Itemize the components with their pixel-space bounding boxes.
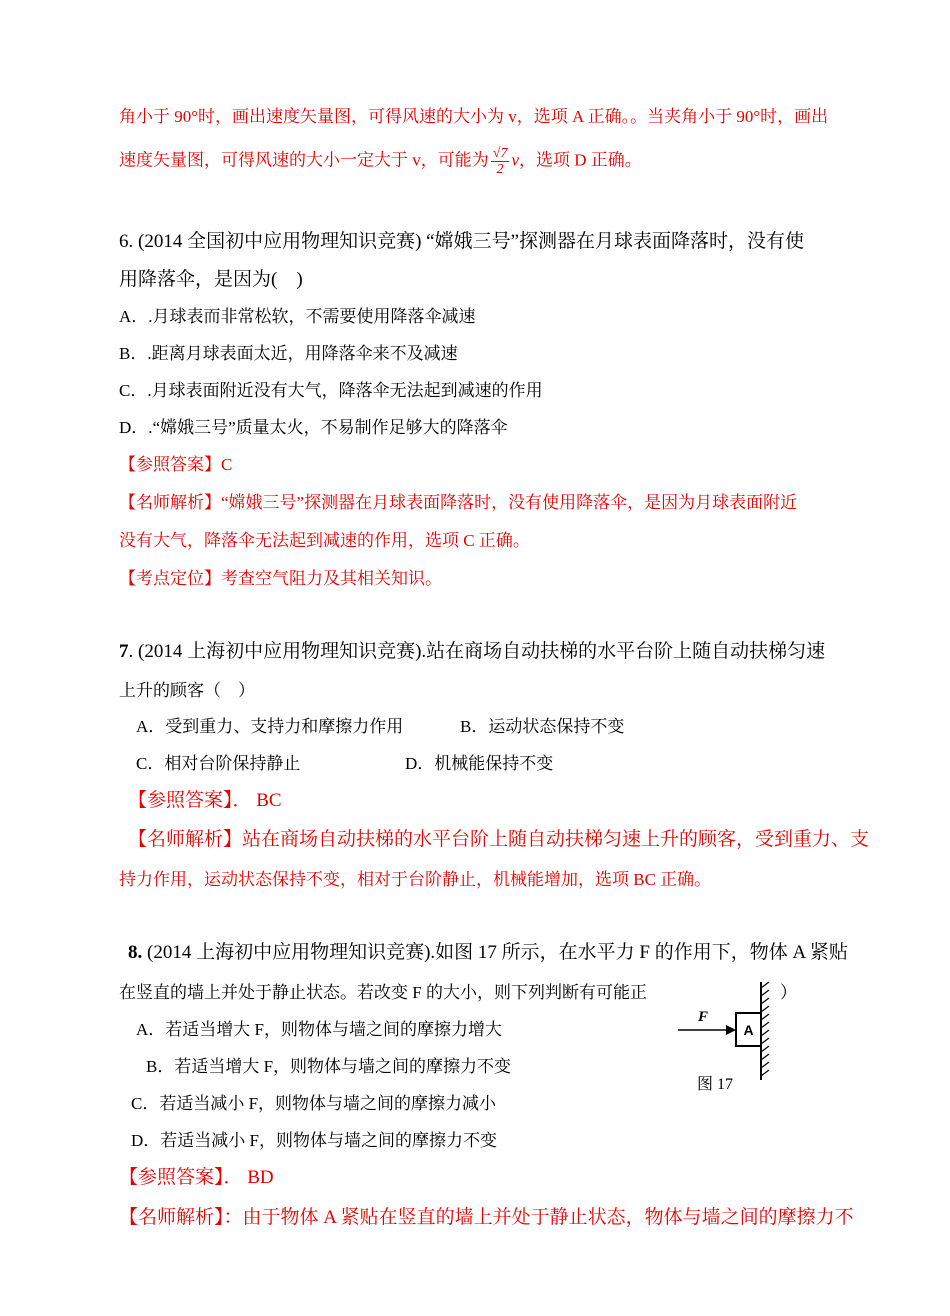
- q8-answer: 【参照答案】． BD: [119, 1167, 274, 1188]
- q8-stem-line-1: [128, 942, 848, 964]
- force-arrow-head: [726, 1025, 736, 1035]
- q7-option-b: B．运动状态保持不变: [460, 717, 625, 736]
- q7-answer: 【参照答案】． BC: [128, 790, 282, 811]
- block-label: A: [743, 1022, 754, 1038]
- q6-analysis-line-2: 没有大气，降落伞无法起到减速的作用，选项 C 正确。: [119, 531, 530, 550]
- q8-option-a: A．若适当增大 F，则物体与墙之间的摩擦力增大: [136, 1020, 502, 1039]
- prev-analysis-line-2: [119, 146, 642, 177]
- q7-option-c: C．相对台阶保持静止: [136, 754, 301, 773]
- q6-answer: 【参照答案】C: [119, 455, 233, 474]
- q8-stem-line-2: 在竖直的墙上并处于静止状态。若改变 F 的大小，则下列判断有可能正: [119, 983, 647, 1002]
- q8-option-c: C．若适当减小 F，则物体与墙之间的摩擦力减小: [131, 1094, 497, 1113]
- fraction-denominator: 2: [496, 162, 504, 177]
- q8-analysis-line-1: 【名师解析】：由于物体 A 紧贴在竖直的墙上并处于静止状态，物体与墙之间的摩擦力不: [119, 1207, 854, 1228]
- sqrt-fraction: $\frac{√7}{2}$: [492, 146, 508, 177]
- q7-stem-line-2: 上升的顾客（ ）: [119, 681, 255, 700]
- q6-analysis-line-1: 【名师解析】“嫦娥三号”探测器在月球表面降落时，没有使用降落伞，是因为月球表面附近: [119, 493, 798, 512]
- q7-option-a: A．受到重力、支持力和摩擦力作用: [136, 717, 404, 736]
- q6-option-b: B．.距离月球表面太近，用降落伞来不及减速: [119, 344, 458, 363]
- q7-number: 7: [119, 641, 129, 662]
- q8-option-d: D．若适当减小 F，则物体与墙之间的摩擦力不变: [131, 1131, 497, 1150]
- q6-option-a: A．.月球表而非常松软，不需要使用降落伞减速: [119, 307, 476, 326]
- q8-option-b: B．若适当增大 F，则物体与墙之间的摩擦力不变: [146, 1057, 512, 1076]
- q8-stem-line-1-text: (2014 上海初中应用物理知识竞赛).如图 17 所示，在水平力 F 的作用下，物体 A 紧贴: [142, 942, 848, 963]
- q7-stem-line-1-text: . (2014 上海初中应用物理知识竞赛).站在商场自动扶梯的水平台阶上随自动扶梯匀速: [128, 641, 826, 662]
- figure-caption: 图 17: [697, 1076, 734, 1093]
- prev-analysis-line-2-text: 速度矢量图，可得风速的大小一定大于 v，可能为: [119, 150, 489, 170]
- q6-stem-line-2: 用降落伞，是因为( ): [119, 269, 303, 290]
- q6-option-c: C．.月球表面附近没有大气，降落伞无法起到减速的作用: [119, 381, 543, 400]
- prev-analysis-line-2-end: ，选项 D 正确。: [518, 150, 642, 170]
- q7-analysis-line-1: 【名师解析】站在商场自动扶梯的水平台阶上随自动扶梯匀速上升的顾客，受到重力、支: [128, 829, 870, 850]
- q7-stem-line-1: [119, 641, 825, 663]
- q8-number: 8.: [128, 942, 143, 963]
- q8-stem-line-2-end: ）: [780, 983, 797, 1002]
- q7-analysis-line-2: 持力作用，运动状态保持不变，相对于台阶静止，机械能增加，选项 BC 正确。: [119, 870, 712, 889]
- wall-hatching: [761, 982, 769, 1076]
- fraction-variable: v: [511, 150, 519, 170]
- q6-knowledge-point: 【考点定位】考查空气阻力及其相关知识。: [119, 569, 442, 588]
- q7-option-d: D．机械能保持不变: [405, 754, 554, 773]
- q6-option-d: D．.“嫦娥三号”质量太火，不易制作足够大的降落伞: [119, 418, 508, 437]
- prev-analysis-line-1: 角小于 90°时，画出速度矢量图，可得风速的大小为 v，选项 A 正确。。当夹角小于 90°时，画出: [119, 107, 829, 126]
- fraction-numerator: 7: [500, 146, 508, 161]
- q6-stem-line-1: 6. (2014 全国初中应用物理知识竞赛) “嫦娥三号”探测器在月球表面降落时，没有使: [119, 231, 805, 252]
- force-label: F: [698, 1009, 709, 1025]
